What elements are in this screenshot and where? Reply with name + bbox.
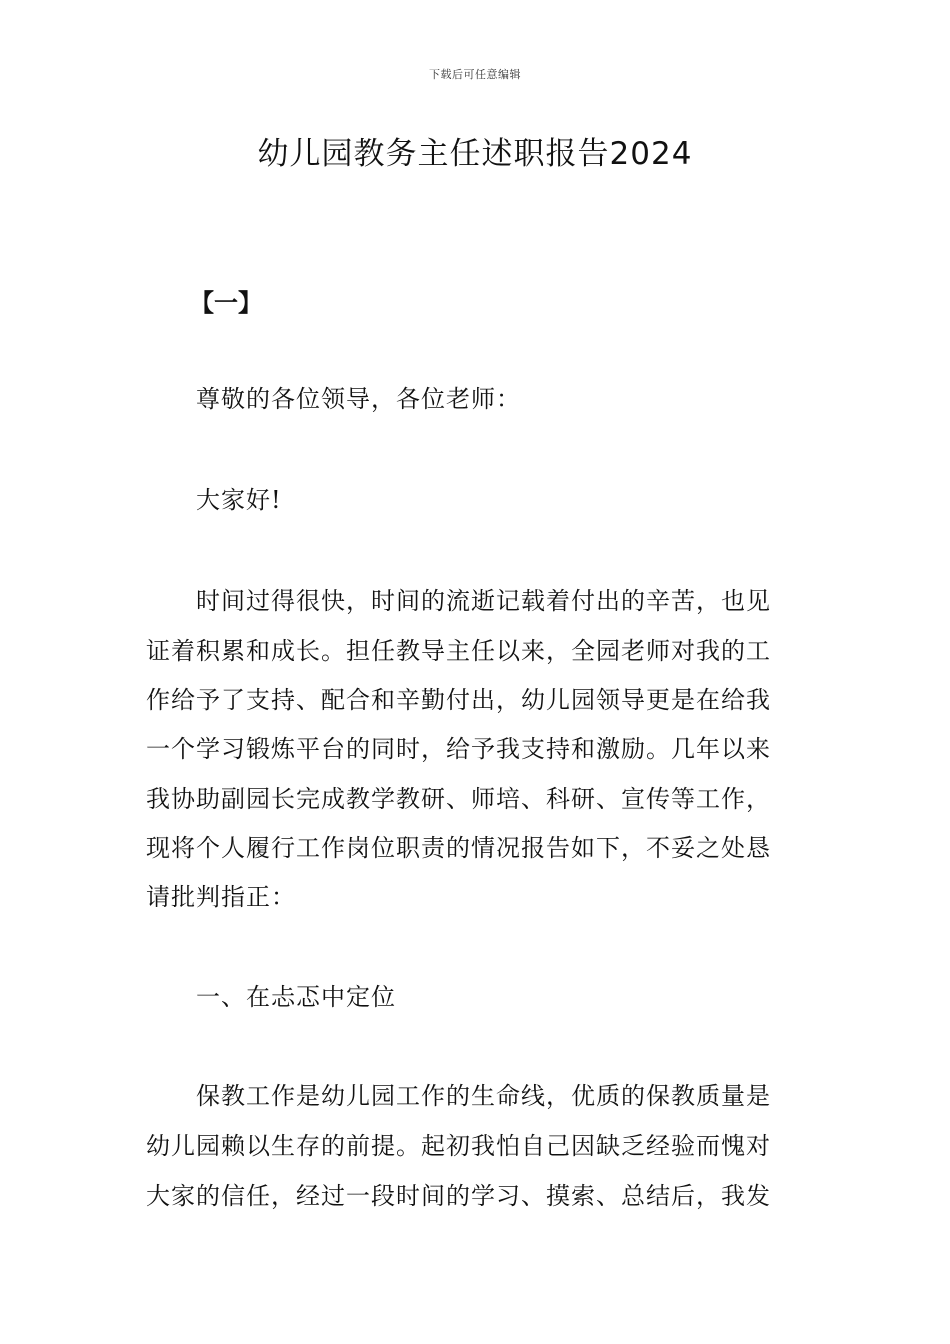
paragraph-line: 大家的信任，经过一段时间的学习、摸索、总结后，我发 xyxy=(146,1182,771,1210)
paragraph-line: 作给予了支持、配合和辛勤付出，幼儿园领导更是在给我 xyxy=(146,686,771,714)
paragraph-line: 幼儿园赖以生存的前提。起初我怕自己因缺乏经验而愧对 xyxy=(146,1132,771,1160)
paragraph-line: 一个学习锻炼平台的同时，给予我支持和激励。几年以来 xyxy=(146,735,771,763)
section-heading: 一、在忐忑中定位 xyxy=(196,983,396,1011)
header-note: 下载后可任意编辑 xyxy=(429,68,521,81)
salutation: 尊敬的各位领导，各位老师： xyxy=(196,385,521,413)
paragraph-line: 我协助副园长完成教学教研、师培、科研、宣传等工作， xyxy=(146,785,771,813)
paragraph-line: 时间过得很快，时间的流逝记载着付出的辛苦，也见 xyxy=(196,587,771,615)
paragraph-line: 请批判指正： xyxy=(146,883,296,911)
paragraph-line: 现将个人履行工作岗位职责的情况报告如下，不妥之处恳 xyxy=(146,834,771,862)
paragraph-line: 证着积累和成长。担任教导主任以来，全园老师对我的工 xyxy=(146,637,771,665)
section-mark: 【一】 xyxy=(190,289,262,317)
greeting: 大家好! xyxy=(196,486,282,514)
paragraph-line: 保教工作是幼儿园工作的生命线，优质的保教质量是 xyxy=(196,1082,771,1110)
document-title: 幼儿园教务主任述职报告2024 xyxy=(257,136,693,172)
